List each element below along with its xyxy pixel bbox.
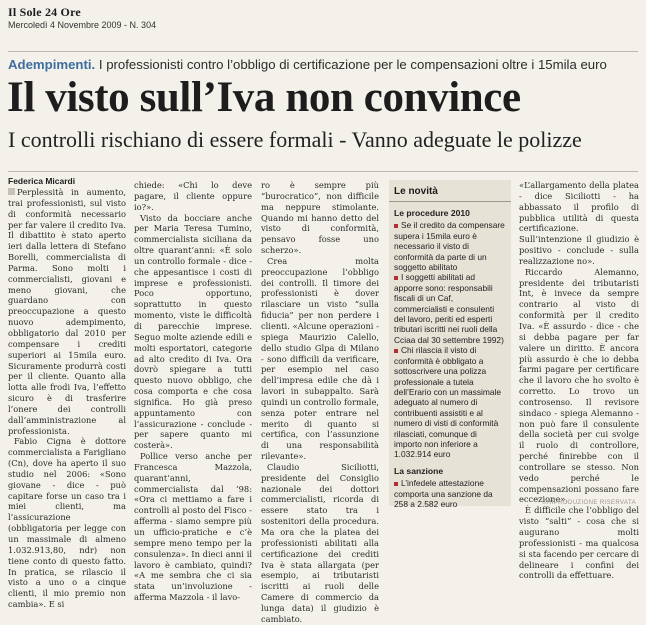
- sidebar-section-label: Le procedure 2010: [394, 208, 470, 218]
- paragraph: ro è sempre più “burocratico”, non difficile ma neppure stimolante. Quando mi hanno detto del visto di conformità, pensavo fosse uno scherzo».: [261, 180, 379, 256]
- subhead: I controlli rischiano di essere formali - Vanno adeguate le polizze: [8, 127, 582, 152]
- article-column-4: [519, 180, 639, 581]
- paragraph: Crea molta preoccupazione l’obbligo dei controlli. Il timore dei professionisti è dover rilasciare un visto “sulla fiducia” per non perdere i clienti. «Alcune operazioni - spiega Maurizio Calello, dello studio Glpa di Milano - sono difficili da verificare, per esempio nel caso dell’impresa edile che dà i lavori in subappalto. Sarà quindi un controllo formale, senza poter entrare nel merito di quanto si certifica, con l’assunzione di una responsabilità rilevante».: [261, 255, 379, 462]
- issue-date: Mercoledì 4 Novembre 2009 - N. 304: [8, 20, 157, 30]
- paragraph: Visto da bocciare anche per Maria Teresa Tumino, commercialista siciliana da oltre quarant’anni: «È solo un controllo formale - dice - che appesantisce i costi di imprese e professionisti. Poco opportuno, soprattutto in questo momento, viste le difficoltà di parecchie imprese. Seguo molte aziende edili e molti esportatori, categorie ad alto credito di Iva. Ora dovrò spiegare a tutti questo nuovo obbligo, che cosa comporta e che cosa significa. Ho già preso appuntamento con l’assicurazione - conclude - per sapere quanto mi costerà».: [134, 212, 252, 451]
- paper-name: Il Sole 24 Ore: [8, 5, 81, 19]
- paragraph: Fabio Cigna è dottore commercialista a Farigliano (Cn), dove ha aperto il suo studio nel 2006: «Sono giovane - dice - può capitare forse un caso tra i miei clienti, ma l’assicurazione (obbligatoria per legge con un massimale di almeno 1.032.913,80, ndr) non tiene conto di questo fatto. In pratica, se rilascio il visto a uno o a cinque clienti, il mio premio non cambia». E si: [8, 436, 126, 610]
- paragraph: È difficile che l’obbligo del visto “salti” - cosa che si augurano molti professionisti - ma qualcosa si sta facendo per cercare di delineare i confini dei controlli da effettuare.: [519, 505, 640, 581]
- byline: Federica Micardi: [8, 176, 76, 186]
- paragraph: Claudio Siciliotti, presidente del Consiglio nazionale dei dottori commercialisti, ricorda di essere stato tra i sostenitori della procedura. Ma ora che la platea dei professionisti abilitati alla certificazione dei crediti Iva è stata allargata (per esempio, ai tributaristi iscritti ai ruoli delle Camere di commercio da lunga data) il giudizio è cambiato.: [261, 461, 379, 624]
- kicker-label: Adempimenti.: [8, 57, 96, 72]
- divider: [8, 171, 638, 172]
- sidebar-title: Le novità: [389, 180, 511, 202]
- sidebar-section-label: La sanzione: [394, 465, 444, 476]
- article-column-2: [134, 180, 252, 603]
- sidebar-box: [389, 180, 511, 509]
- bullet-icon: [394, 349, 398, 353]
- bullet-icon: [394, 482, 398, 486]
- kicker-text: I professionisti contro l’obbligo di certificazione per le compensazioni oltre i 15mila euro: [98, 57, 607, 72]
- paragraph: Perplessità in aumento, trai professionisti, sul visto di conformità necessario per far valere il credito Iva. Il dibattito è stato aperto ieri dalla lettera di Stefano Borelli, commercialista di Parma. Sono molti i commercialisti, giovani e meno giovani, che guardano con preoccupazione a questo nuovo adempimento, obbligatorio dal 2010 per compensare i crediti superiori ai 15mila euro. Sicuramente produrrà costi per il cliente. Quanto alla lotta alle frodi Iva, l’effetto sicuro è di trasferire l’onere dei controlli dall’amministrazione al professionista.: [8, 187, 126, 436]
- bullet-icon: [394, 224, 398, 228]
- sidebar-section: [394, 466, 506, 510]
- sidebar-bullet: I soggetti abilitati ad apporre sono: responsabili fiscali di un Caf, commercialisti e consulenti del lavoro, periti ed esperti tributari iscritti nei ruoli della Cciaa dal 30 settembre 1992): [394, 272, 504, 345]
- copyright-notice: ©RIPRODUZIONE RISERVATA: [542, 500, 636, 506]
- kicker: [8, 57, 638, 72]
- paragraph: Pollice verso anche per Francesca Mazzola, quarant’anni, commercialista dal ’98: «Ora ci mettiamo a fare i controlli al posto del Fisco - afferma - siamo sempre più un ufficio-pratiche e c’è sempre meno tempo per la consulenza». In dieci anni il lavoro è cambiato, quindi? «A me sembra che ci sia stata un’involuzione - afferma Mazzola - il lavo-: [134, 451, 252, 603]
- paragraph: Riccardo Alemanno, presidente dei tributaristi Int, è invece da sempre contrario al visto di conformità per il credito Iva. «È assurdo - dice - che si debba pagare per far valere un diritto. È ancora più assurdo è che io debba farmi pagare per certificare che il lavoro che ho svolto è corretto. Lo trovo un controsenso. Il revisore sindaco - spiega Alemanno - non può fare il consulente della società per cui svolge il ruolo di controllore, perché finirebbe con il controllare se stesso. Non vedo perché le compensazioni possano fare eccezione».: [519, 266, 639, 505]
- masthead: [8, 5, 156, 30]
- divider: [8, 51, 638, 52]
- sidebar-bullet: Chi rilascia il visto di conformità è obbligato a sottoscrivere una polizza professionale a tutela dell’Erario con un massimale adeguato al numero di contribuenti assistiti e al numero di visti di conformità rilasciati, comunque di importo non inferiore a 1.032.914 euro: [394, 345, 502, 460]
- headline: Il visto sull’Iva non convince: [7, 74, 521, 121]
- paragraph-marker: [8, 188, 15, 195]
- article-column-1: [8, 187, 126, 610]
- bullet-icon: [394, 276, 398, 280]
- paragraph: «L’allargamento della platea - dice Siciliotti - ha abbassato il profilo di pubblica utilità di questa certificazione. Sull’intenzione il giudizio è positivo - conclude - sulla realizzazione no».: [519, 180, 639, 266]
- paragraph: chiede: «Chi lo deve pagare, il cliente oppure io?».: [134, 180, 252, 212]
- article-column-3: [261, 180, 379, 625]
- sidebar-bullet: L’infedele attestazione comporta una sanzione da 258 a 2.582 euro: [394, 478, 493, 509]
- sidebar-section: [394, 208, 506, 460]
- sidebar-bullet: Se il credito da compensare supera i 15mila euro è necessario il visto di conformità da parte di un soggetto abilitato: [394, 220, 505, 273]
